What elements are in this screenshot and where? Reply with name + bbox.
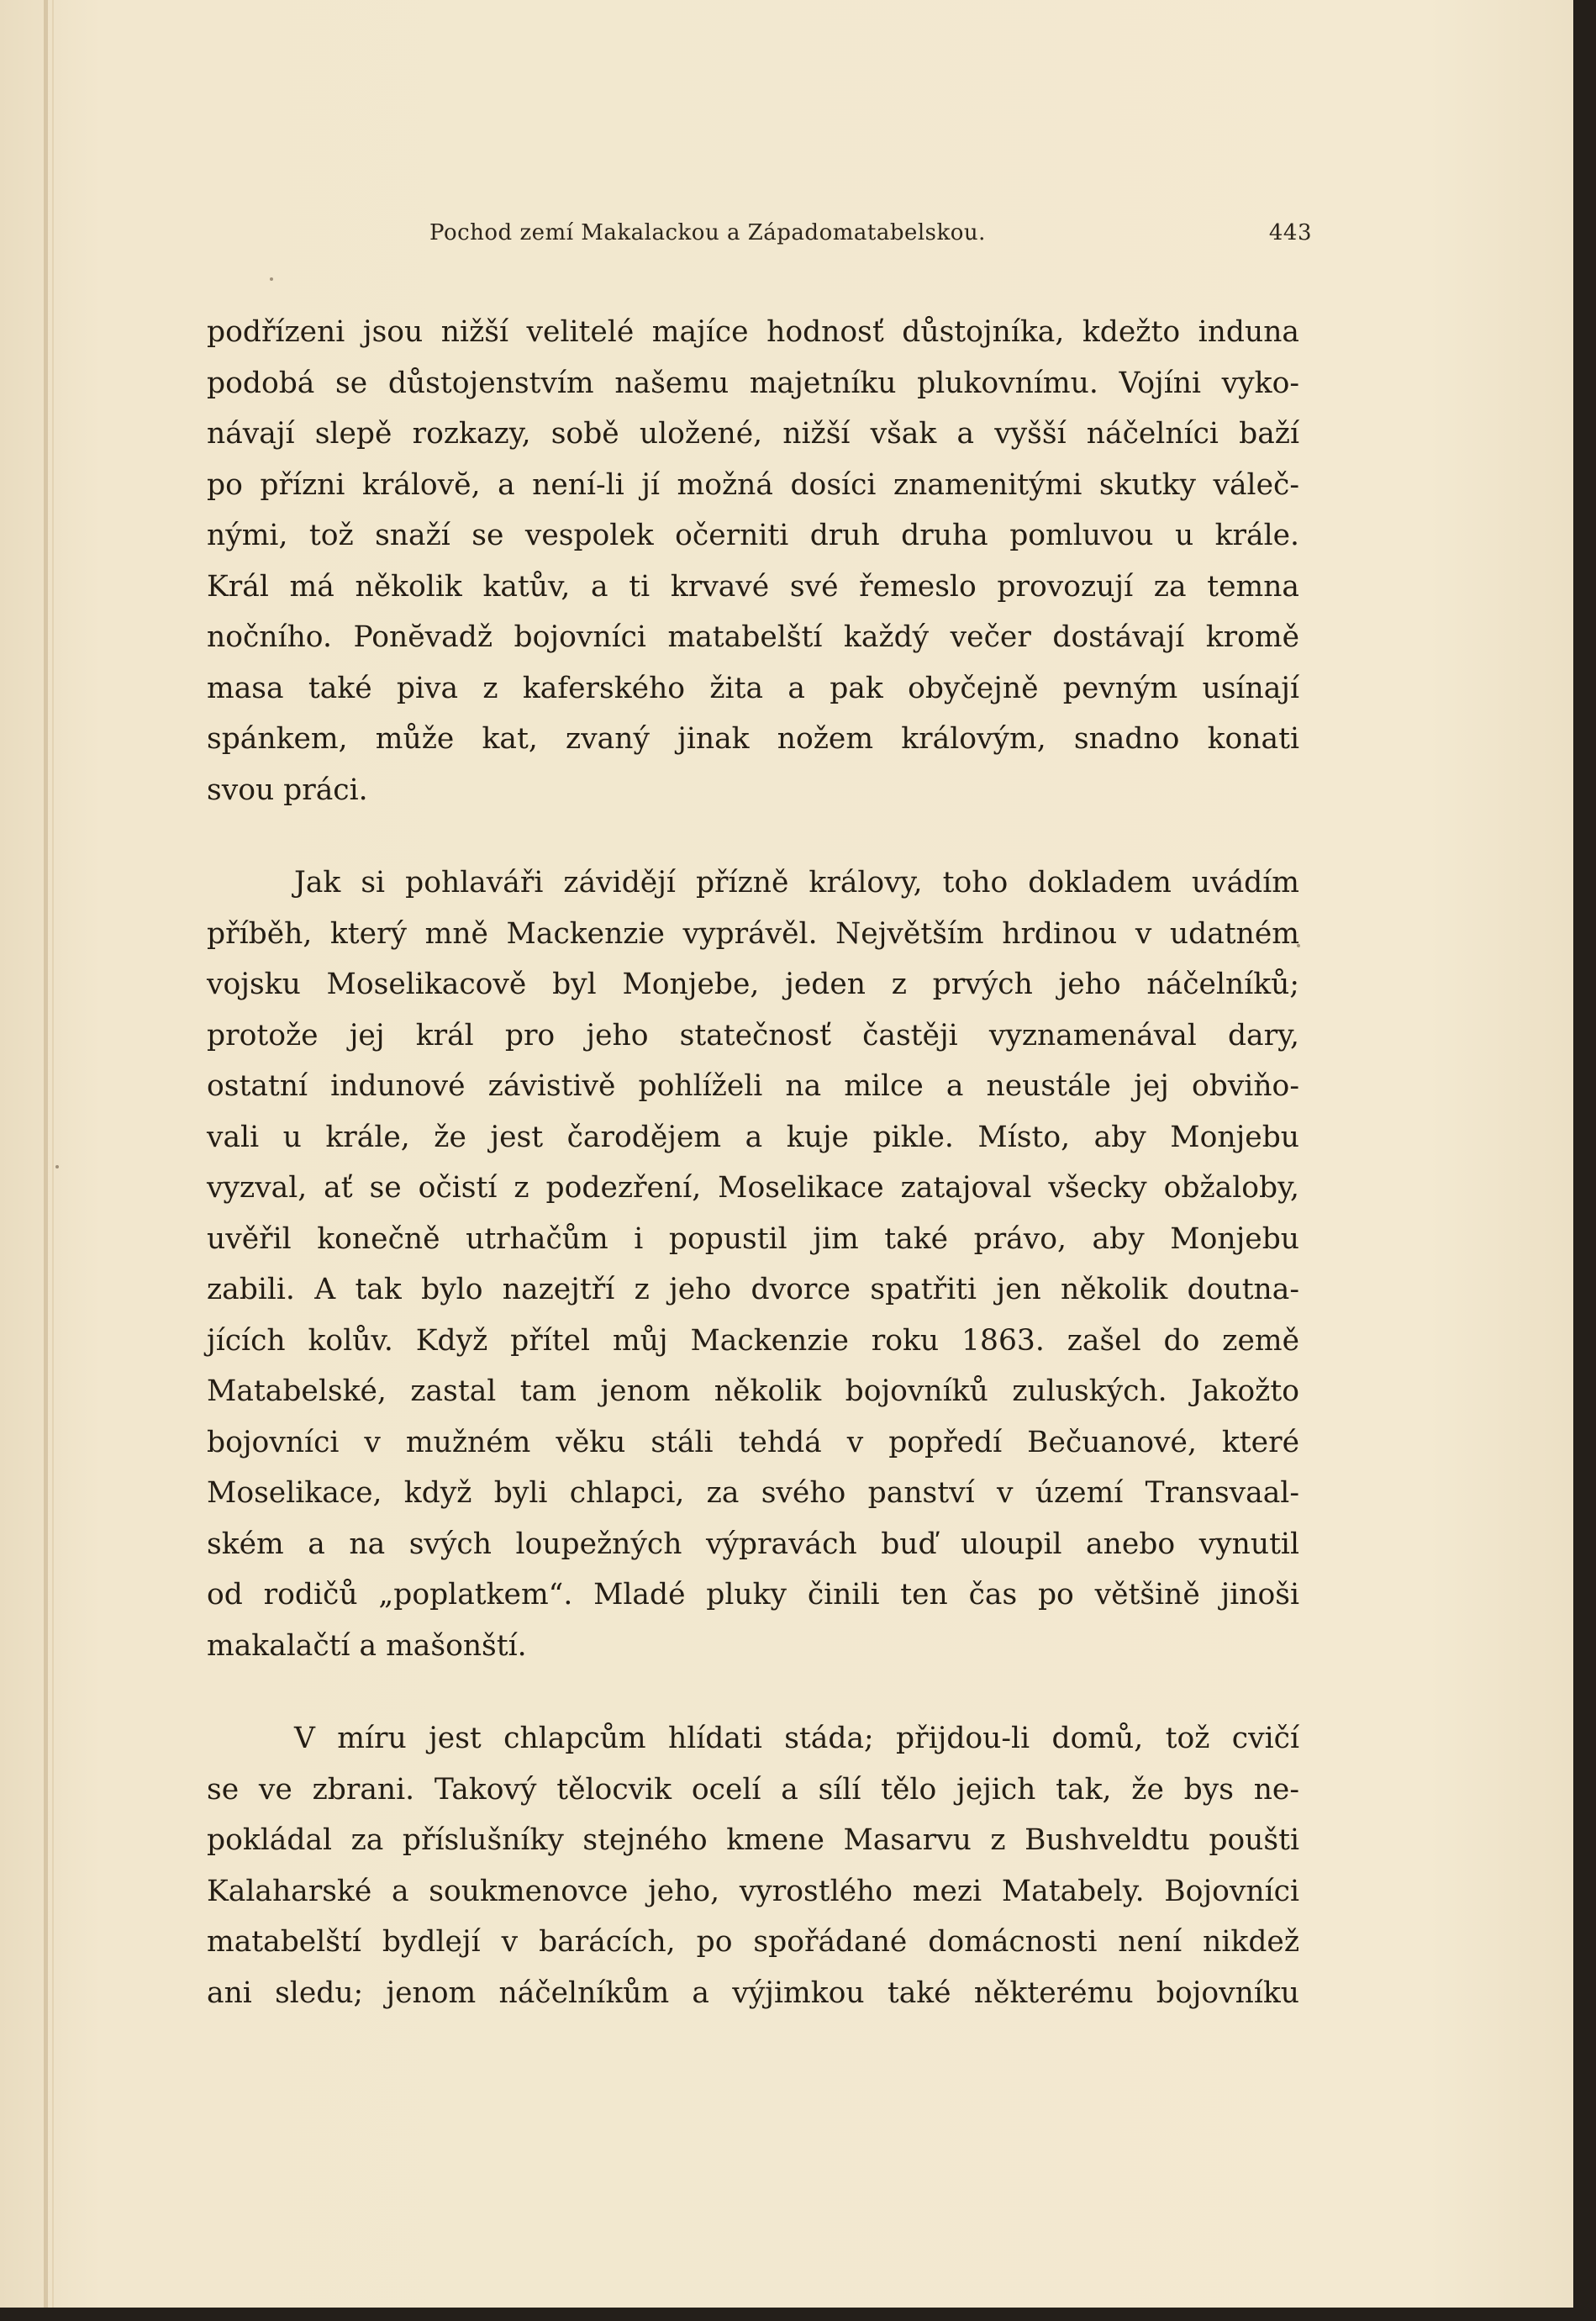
text-line: vyzval, ať se očistí z podezření, Moselikace zatajoval všecky obžaloby, bbox=[207, 1171, 1299, 1205]
text-line: Král má několik katův, a ti krvavé své řemeslo provozují za temna bbox=[207, 569, 1299, 604]
text-line: od rodičů „poplatkem“. Mladé pluky činili ten čas po většině jinoši bbox=[207, 1578, 1299, 1612]
text-line: svou práci. bbox=[207, 773, 368, 807]
text-line: Jak si pohlaváři závidějí přízně královy, toho dokladem uvádím bbox=[294, 866, 1299, 899]
text-line: příběh, který mně Mackenzie vyprávěl. Největším hrdinou v udatném bbox=[207, 916, 1299, 951]
text-line: vojsku Moselikacově byl Monjebe, jeden z prvých jeho náčelníků; bbox=[207, 968, 1299, 1001]
page-number: 443 bbox=[1268, 220, 1312, 245]
text-line: pokládal za příslušníky stejného kmene Masarvu z Bushveldtu poušti bbox=[207, 1823, 1299, 1857]
text-line: matabelští bydlejí v barácích, po spořádané domácnosti není nikdež bbox=[207, 1925, 1299, 1959]
paper-speck bbox=[270, 277, 273, 281]
text-line: makalačtí a mašonští. bbox=[207, 1628, 527, 1663]
text-line: ském a na svých loupežných výpravách buď uloupil anebo vynutil bbox=[207, 1527, 1299, 1561]
text-line: masa také piva z kaferského žita a pak obyčejně pevným usínají bbox=[207, 671, 1299, 705]
paragraph bbox=[207, 307, 1299, 815]
text-line: ani sledu; jenom náčelníkům a výjimkou také některému bojovníku bbox=[207, 1975, 1299, 2010]
scan-edge-bottom bbox=[0, 2308, 1596, 2321]
binding-shadow bbox=[44, 0, 48, 2308]
text-line: ostatní indunové závistivě pohlíželi na milce a neustále jej obviňo- bbox=[207, 1069, 1299, 1103]
text-line: uvěřil konečně utrhačům i popustil jim také právo, aby Monjebu bbox=[207, 1221, 1299, 1256]
text-line: nými, tož snaží se vespolek očerniti druh druha pomluvou u krále. bbox=[207, 519, 1299, 552]
running-header bbox=[429, 220, 1312, 254]
paragraph bbox=[207, 1713, 1299, 2018]
text-line: zabili. A tak bylo nazejtří z jeho dvorce spatřiti jen několik doutna- bbox=[207, 1273, 1299, 1306]
text-line: vali u krále, že jest čarodějem a kuje pikle. Místo, aby Monjebu bbox=[207, 1120, 1299, 1154]
text-line: návají slepě rozkazy, sobě uložené, nižší však a vyšší náčelníci baží bbox=[207, 417, 1299, 451]
text-line: bojovníci v mužném věku stáli tehdá v popředí Bečuanové, které bbox=[207, 1425, 1299, 1459]
text-line: protože jej král pro jeho statečnosť častěji vyznamenával dary, bbox=[207, 1018, 1299, 1052]
paragraph bbox=[207, 857, 1299, 1671]
scan-edge-right bbox=[1574, 0, 1596, 2321]
text-line: spánkem, může kat, zvaný jinak nožem královým, snadno konati bbox=[207, 722, 1299, 756]
text-line: Moselikace, když byli chlapci, za svého panství v území Transvaal- bbox=[207, 1476, 1299, 1510]
running-head-title: Pochod zemí Makalackou a Západomatabelskou. bbox=[429, 220, 986, 245]
text-line: nočního. Ponĕvadž bojovníci matabelští každý večer dostávají kromě bbox=[207, 620, 1299, 654]
text-line: se ve zbrani. Takový tělocvik ocelí a sílí tělo jejich tak, že bys ne- bbox=[207, 1772, 1299, 1807]
text-line: po přízni královĕ, a není-li jí možná dosíci znamenitými skutky váleč- bbox=[207, 467, 1299, 502]
text-line: jících kolův. Když přítel můj Mackenzie roku 1863. zašel do země bbox=[207, 1323, 1299, 1358]
text-line: podobá se důstojenstvím našemu majetníku plukovnímu. Vojíni vyko- bbox=[207, 366, 1299, 400]
binding-line bbox=[52, 0, 54, 2308]
body-text bbox=[207, 307, 1299, 2018]
text-line: podřízeni jsou nižší velitelé majíce hodnosť důstojníka, kdežto induna bbox=[207, 315, 1299, 349]
paper-speck bbox=[55, 1165, 59, 1168]
text-line: V míru jest chlapcům hlídati stáda; přijdou-li domů, tož cvičí bbox=[294, 1722, 1299, 1755]
text-line: Kalaharské a soukmenovce jeho, vyrostlého mezi Matabely. Bojovníci bbox=[207, 1874, 1299, 1908]
text-line: Matabelské, zastal tam jenom několik bojovníků zuluských. Jakožto bbox=[207, 1374, 1299, 1408]
